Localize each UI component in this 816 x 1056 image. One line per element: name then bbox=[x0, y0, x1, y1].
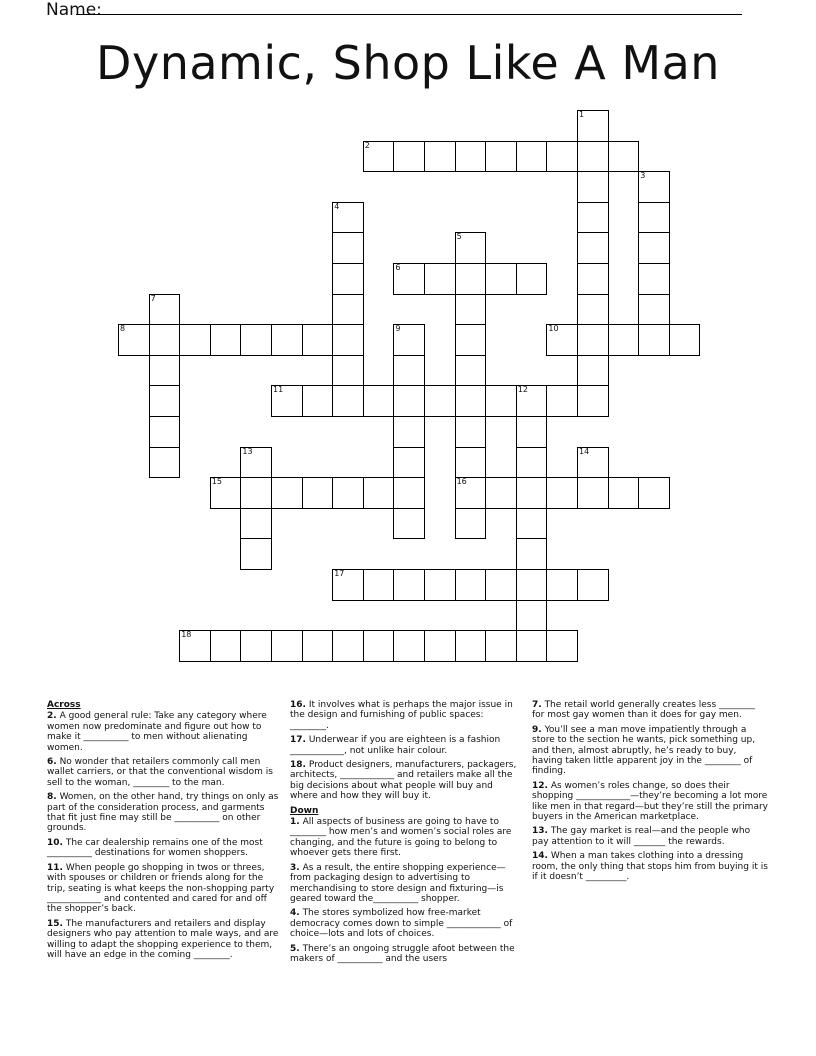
grid-cell[interactable] bbox=[577, 477, 609, 509]
clue-text: The retail world generally creates less ________ for most gay women than it does for gay men. bbox=[532, 700, 756, 721]
clue-down-5 bbox=[290, 944, 520, 965]
clue-text: A good general rule: Take any category where women now predominate and figure out how to make it __________ to men without alienating women. bbox=[47, 711, 267, 753]
grid-cell[interactable] bbox=[516, 569, 548, 601]
grid-cell[interactable] bbox=[393, 630, 425, 662]
grid-cell[interactable] bbox=[455, 294, 487, 326]
grid-cell[interactable] bbox=[332, 232, 364, 264]
clue-number-label: 2 bbox=[364, 140, 370, 150]
clue-across-8 bbox=[47, 792, 283, 834]
clue-down-4 bbox=[290, 908, 520, 939]
clue-number-label: 14 bbox=[579, 446, 590, 456]
grid-cell[interactable] bbox=[577, 355, 609, 387]
grid-cell[interactable] bbox=[240, 477, 272, 509]
clues-column-3 bbox=[532, 700, 768, 887]
clue-number-label: 10 bbox=[548, 324, 559, 334]
page-title: Dynamic, Shop Like A Man bbox=[96, 36, 720, 90]
grid-cell[interactable] bbox=[179, 630, 211, 662]
clue-across-17 bbox=[290, 735, 520, 756]
grid-cell[interactable] bbox=[638, 202, 670, 234]
clue-across-2 bbox=[47, 711, 283, 753]
clue-number: 11. bbox=[47, 862, 63, 873]
grid-cell[interactable] bbox=[210, 477, 242, 509]
grid-cell[interactable] bbox=[638, 171, 670, 203]
grid-cell[interactable] bbox=[363, 477, 395, 509]
grid-cell[interactable] bbox=[332, 294, 364, 326]
grid-cell[interactable] bbox=[546, 385, 578, 417]
grid-cell[interactable] bbox=[332, 355, 364, 387]
clue-number: 12. bbox=[532, 780, 548, 791]
grid-cell[interactable] bbox=[455, 447, 487, 479]
clue-text: The gay market is real—and the people who pay attention to it will _______ the rewards. bbox=[532, 826, 751, 847]
grid-cell[interactable] bbox=[363, 385, 395, 417]
clue-number-label: 18 bbox=[181, 630, 192, 640]
grid-cell[interactable] bbox=[393, 508, 425, 540]
clue-down-9 bbox=[532, 725, 768, 777]
clue-text: The stores symbolized how free-market democracy comes down to simple ____________ of choice—lots and lots of choices. bbox=[290, 908, 513, 940]
grid-cell[interactable] bbox=[393, 447, 425, 479]
grid-cell[interactable] bbox=[302, 477, 334, 509]
clue-down-1 bbox=[290, 817, 520, 859]
grid-cell[interactable] bbox=[149, 355, 181, 387]
grid-cell[interactable] bbox=[638, 324, 670, 356]
clue-down-3 bbox=[290, 863, 520, 905]
grid-cell[interactable] bbox=[332, 569, 364, 601]
clue-number: 7. bbox=[532, 700, 542, 710]
grid-cell[interactable] bbox=[424, 385, 456, 417]
grid-cell[interactable] bbox=[516, 263, 548, 295]
grid-cell[interactable] bbox=[577, 294, 609, 326]
grid-cell[interactable] bbox=[638, 263, 670, 295]
grid-cell[interactable] bbox=[577, 385, 609, 417]
grid-cell[interactable] bbox=[608, 141, 640, 173]
grid-cell[interactable] bbox=[455, 141, 487, 173]
clue-across-11 bbox=[47, 863, 283, 915]
clue-text: As a result, the entire shopping experience—from packaging design to advertising to merchandising to store design and fixturing—is geared toward the__________ shopper. bbox=[290, 862, 506, 904]
grid-cell[interactable] bbox=[393, 416, 425, 448]
clue-text: All aspects of business are going to have to ________ how men’s and women’s social roles are changing, and the future is going to belong to whoever gets there first. bbox=[290, 817, 512, 859]
grid-cell[interactable] bbox=[363, 569, 395, 601]
clue-number: 14. bbox=[532, 851, 548, 862]
clue-number: 8. bbox=[47, 792, 57, 803]
grid-cell[interactable] bbox=[546, 141, 578, 173]
grid-cell[interactable] bbox=[210, 630, 242, 662]
grid-cell[interactable] bbox=[332, 630, 364, 662]
grid-cell[interactable] bbox=[271, 385, 303, 417]
clue-number-label: 1 bbox=[579, 110, 585, 119]
clue-text: When a man takes clothing into a dressing room, the only thing that stops him from buying it is if it doesn’t _________. bbox=[532, 851, 768, 883]
grid-cell[interactable] bbox=[577, 324, 609, 356]
grid-cell[interactable] bbox=[424, 141, 456, 173]
clue-number-label: 3 bbox=[640, 171, 646, 181]
grid-cell[interactable] bbox=[271, 324, 303, 356]
clue-number: 6. bbox=[47, 757, 57, 768]
grid-cell[interactable] bbox=[302, 385, 334, 417]
grid-cell[interactable] bbox=[455, 385, 487, 417]
grid-cell[interactable] bbox=[455, 324, 487, 356]
grid-cell[interactable] bbox=[363, 630, 395, 662]
grid-cell[interactable] bbox=[271, 477, 303, 509]
clue-number: 5. bbox=[290, 943, 300, 954]
grid-cell[interactable] bbox=[577, 110, 609, 142]
grid-cell[interactable] bbox=[516, 385, 548, 417]
grid-cell[interactable] bbox=[638, 294, 670, 326]
grid-cell[interactable] bbox=[577, 202, 609, 234]
grid-cell[interactable] bbox=[455, 569, 487, 601]
clue-number: 16. bbox=[290, 700, 306, 710]
clue-number-label: 13 bbox=[242, 446, 253, 456]
grid-cell[interactable] bbox=[332, 202, 364, 234]
grid-cell[interactable] bbox=[455, 232, 487, 264]
grid-cell[interactable] bbox=[608, 477, 640, 509]
clue-across-6 bbox=[47, 757, 283, 788]
clue-number-label: 11 bbox=[273, 385, 284, 395]
grid-cell[interactable] bbox=[210, 324, 242, 356]
clue-text: No wonder that retailers commonly call men wallet carriers, or that the conventional wisdom is sell to the woman, ________ to the man. bbox=[47, 757, 273, 788]
grid-cell[interactable] bbox=[332, 324, 364, 356]
clue-text: It involves what is perhaps the major issue in the design and furnishing of public spaces: ________. bbox=[290, 700, 513, 731]
clue-text: Women, on the other hand, try things on only as part of the consideration process, and garments that fit just fine may still be __________ on other grounds. bbox=[47, 792, 279, 834]
grid-cell[interactable] bbox=[577, 232, 609, 264]
grid-cell[interactable] bbox=[546, 569, 578, 601]
grid-cell[interactable] bbox=[393, 477, 425, 509]
clue-number-label: 17 bbox=[334, 569, 345, 578]
clue-down-12 bbox=[532, 781, 768, 823]
grid-cell[interactable] bbox=[577, 263, 609, 295]
grid-cell[interactable] bbox=[424, 630, 456, 662]
grid-cell[interactable] bbox=[363, 141, 395, 173]
clue-number: 18. bbox=[290, 760, 306, 771]
clue-number: 4. bbox=[290, 908, 300, 919]
grid-cell[interactable] bbox=[240, 324, 272, 356]
grid-cell[interactable] bbox=[485, 630, 517, 662]
grid-cell[interactable] bbox=[118, 324, 150, 356]
grid-cell[interactable] bbox=[455, 355, 487, 387]
grid-cell[interactable] bbox=[393, 263, 425, 295]
grid-cell[interactable] bbox=[516, 538, 548, 570]
grid-cell[interactable] bbox=[149, 324, 181, 356]
clue-across-18 bbox=[290, 760, 520, 802]
clue-text: The car dealership remains one of the most __________ destinations for women shoppers. bbox=[47, 837, 263, 859]
clues-column-1 bbox=[47, 700, 283, 964]
grid-cell[interactable] bbox=[516, 447, 548, 479]
clue-number: 17. bbox=[290, 735, 306, 746]
grid-cell[interactable] bbox=[393, 385, 425, 417]
grid-cell[interactable] bbox=[577, 447, 609, 479]
grid-cell[interactable] bbox=[240, 630, 272, 662]
grid-cell[interactable] bbox=[546, 630, 578, 662]
grid-cell[interactable] bbox=[455, 508, 487, 540]
grid-cell[interactable] bbox=[485, 477, 517, 509]
clue-text: There’s an ongoing struggle afoot between the makers of __________ and the users bbox=[290, 943, 515, 964]
clue-text: Product designers, manufacturers, packagers, architects, ____________ and retailers make all the big decisions about what people will buy and where and how they will buy it. bbox=[290, 760, 517, 802]
clue-number: 10. bbox=[47, 837, 63, 848]
clue-down-7 bbox=[532, 700, 768, 721]
grid-cell[interactable] bbox=[577, 171, 609, 203]
grid-cell[interactable] bbox=[455, 477, 487, 509]
grid-cell[interactable] bbox=[608, 324, 640, 356]
grid-cell[interactable] bbox=[149, 416, 181, 448]
grid-cell[interactable] bbox=[638, 477, 670, 509]
grid-cell[interactable] bbox=[302, 630, 334, 662]
grid-cell[interactable] bbox=[332, 385, 364, 417]
clue-across-15 bbox=[47, 919, 283, 961]
grid-cell[interactable] bbox=[485, 263, 517, 295]
grid-cell[interactable] bbox=[516, 477, 548, 509]
clue-number-label: 15 bbox=[211, 477, 222, 487]
clue-number-label: 6 bbox=[395, 263, 401, 272]
grid-cell[interactable] bbox=[332, 263, 364, 295]
grid-cell[interactable] bbox=[393, 324, 425, 356]
clue-number: 13. bbox=[532, 826, 548, 837]
grid-cell[interactable] bbox=[332, 477, 364, 509]
grid-cell[interactable] bbox=[424, 263, 456, 295]
clue-number-label: 4 bbox=[334, 201, 340, 211]
across-heading: Across bbox=[47, 700, 81, 710]
clue-text: You’ll see a man move impatiently through a store to the section he wants, pick something up, and then, almost abruptly, he’s ready to buy, having taken little apparent joy in the ________ of finding. bbox=[532, 724, 756, 777]
clue-number: 1. bbox=[290, 817, 300, 828]
clue-number: 15. bbox=[47, 918, 63, 929]
grid-cell[interactable] bbox=[577, 569, 609, 601]
clue-number: 9. bbox=[532, 724, 542, 735]
grid-cell[interactable] bbox=[393, 355, 425, 387]
clue-text: As women’s roles change, so does their shopping ____________—they’re becoming a lot more like men in that regard—but they’re still the primary buyers in the American marketplace. bbox=[532, 780, 768, 823]
grid-cell[interactable] bbox=[393, 141, 425, 173]
clue-number-label: 5 bbox=[456, 232, 462, 242]
grid-cell[interactable] bbox=[638, 232, 670, 264]
clues-column-2 bbox=[290, 700, 520, 968]
grid-cell[interactable] bbox=[149, 447, 181, 479]
grid-cell[interactable] bbox=[669, 324, 701, 356]
name-label: Name: bbox=[46, 0, 102, 20]
grid-cell[interactable] bbox=[546, 477, 578, 509]
grid-cell[interactable] bbox=[485, 385, 517, 417]
clue-text: When people go shopping in twos or threes, with spouses or children or friends along for the trip, seating is what keeps the non-shopping party ____________ and contented and cared for and off the shopper’s back. bbox=[47, 862, 275, 915]
clue-number-label: 8 bbox=[120, 324, 126, 334]
grid-cell[interactable] bbox=[516, 141, 548, 173]
clue-number-label: 12 bbox=[517, 385, 528, 395]
clue-text: Underwear if you are eighteen is a fashion ____________, not unlike hair colour. bbox=[290, 735, 501, 756]
grid-cell[interactable] bbox=[485, 141, 517, 173]
grid-cell[interactable] bbox=[455, 263, 487, 295]
clue-across-10 bbox=[47, 838, 283, 859]
grid-cell[interactable] bbox=[516, 600, 548, 632]
grid-cell[interactable] bbox=[240, 538, 272, 570]
clue-text: The manufacturers and retailers and display designers who pay attention to male ways, and are willing to adapt the shopping experience to them, will have an edge in the coming ________. bbox=[47, 918, 279, 960]
grid-cell[interactable] bbox=[485, 569, 517, 601]
clue-number-label: 7 bbox=[150, 293, 156, 303]
clue-down-14 bbox=[532, 851, 768, 882]
grid-cell[interactable] bbox=[455, 630, 487, 662]
grid-cell[interactable] bbox=[455, 416, 487, 448]
clue-number-label: 16 bbox=[456, 477, 467, 487]
grid-cell[interactable] bbox=[516, 508, 548, 540]
grid-cell[interactable] bbox=[546, 324, 578, 356]
clue-number: 2. bbox=[47, 711, 57, 722]
grid-cell[interactable] bbox=[302, 324, 334, 356]
grid-cell[interactable] bbox=[271, 630, 303, 662]
grid-cell[interactable] bbox=[240, 508, 272, 540]
grid-cell[interactable] bbox=[149, 294, 181, 326]
grid-cell[interactable] bbox=[577, 141, 609, 173]
down-heading: Down bbox=[290, 805, 319, 816]
grid-cell[interactable] bbox=[149, 385, 181, 417]
clue-number-label: 9 bbox=[395, 324, 401, 334]
grid-cell[interactable] bbox=[393, 569, 425, 601]
grid-cell[interactable] bbox=[516, 630, 548, 662]
grid-cell[interactable] bbox=[424, 569, 456, 601]
grid-cell[interactable] bbox=[179, 324, 211, 356]
grid-cell[interactable] bbox=[240, 447, 272, 479]
grid-cell[interactable] bbox=[516, 416, 548, 448]
clue-across-16 bbox=[290, 700, 520, 731]
clue-number: 3. bbox=[290, 862, 300, 873]
clue-down-13 bbox=[532, 826, 768, 847]
